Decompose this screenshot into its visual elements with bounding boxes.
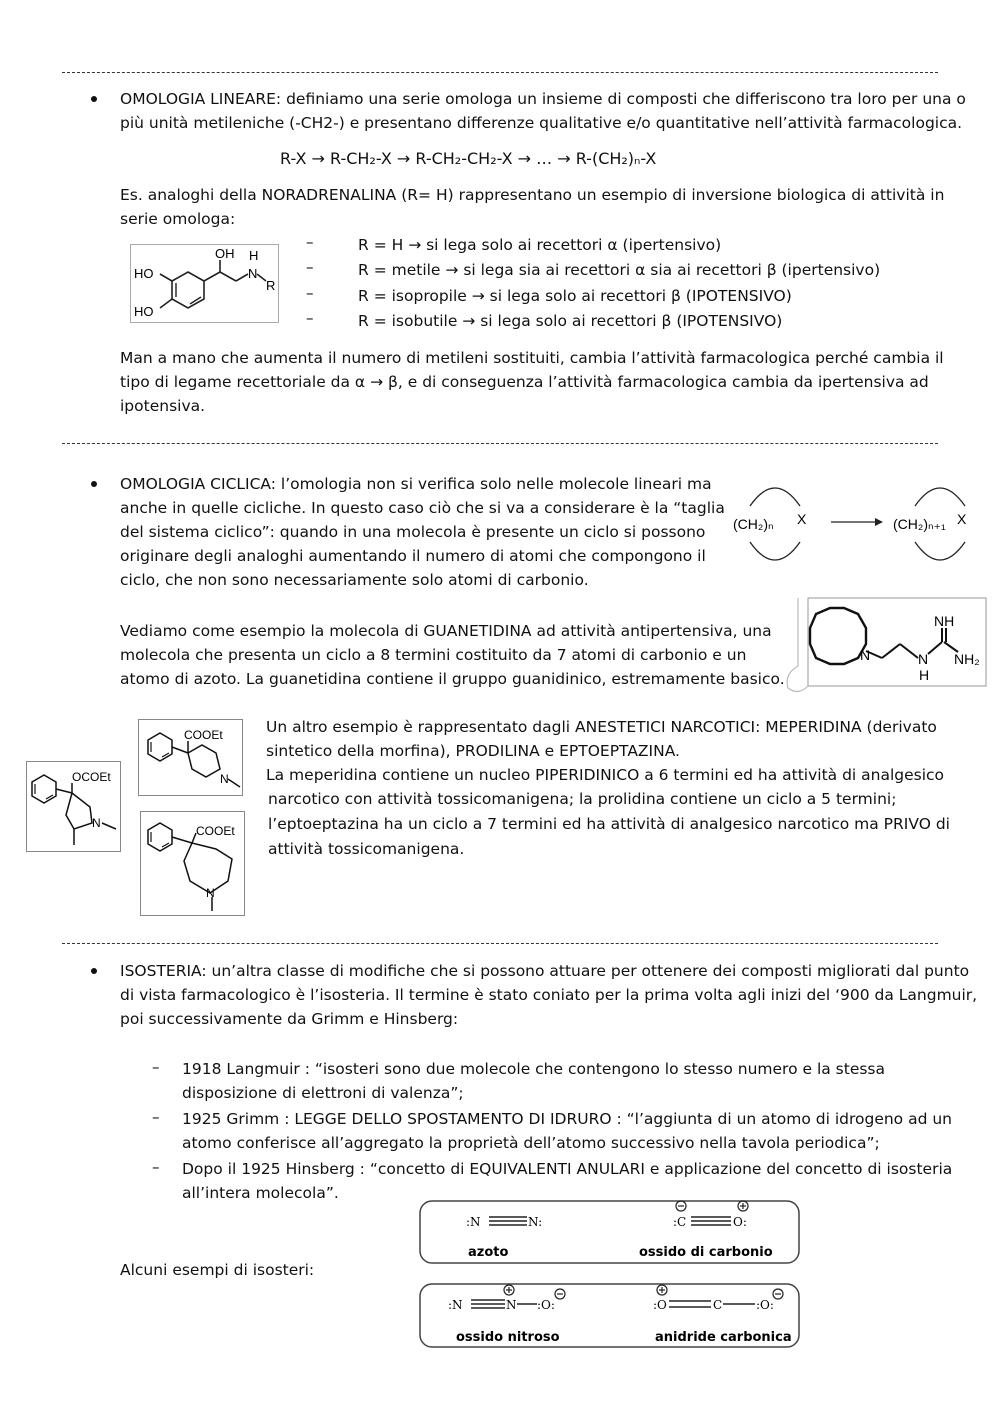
bullet [91,481,97,487]
isostere-box-n2-co [419,1200,801,1264]
cooet-label: COOEt [196,824,235,838]
paragraph-line: tipo di legame recettoriale da α → β, e di conseguenza l’attività farmacologica cambia da ipertensiva ad [120,373,929,391]
paragraph-line: originare degli analoghi aumentando il numero di atomi che compongono il [120,547,706,565]
list-dash: – [152,1158,160,1176]
list-dash: – [306,258,314,276]
ch2n-label: (CH₂)ₙ [733,516,774,532]
n-label: N [860,647,871,663]
n-label: N [92,816,101,830]
molecule-name: ossido di carbonio [639,1245,773,1260]
list-item: all’intera molecola”. [182,1184,339,1202]
ocoet-label: OCOEt [72,770,111,784]
o-atom: :O [653,1298,667,1312]
n-atom: :N [466,1215,481,1229]
paragraph-line: ipotensiva. [120,397,206,415]
section-separator [62,943,938,944]
list-dash: – [152,1108,160,1126]
n-label: N [220,772,229,786]
n-atom: N [506,1298,517,1312]
h-label: H [919,667,930,683]
paragraph-line: del sistema ciclico”: quando in una molecola è presente un ciclo si possono [120,523,706,541]
prodiline-structure [26,761,122,853]
paragraph-line: La meperidina contiene un nucleo PIPERIDINICO a 6 termini ed ha attività di analgesico [266,766,945,784]
n-atom: N: [528,1215,543,1229]
list-dash: – [306,233,314,251]
paragraph-line: di vista farmacologico è l’isosteria. Il termine è stato coniato per la prima volta agli inizi del ‘900 da Langmuir, [120,986,978,1004]
cooet-label: COOEt [184,728,223,742]
x-label: X [957,511,967,527]
ho-label: HO [134,266,154,281]
paragraph-line: più unità metileniche (-CH2-) e presentano differenze qualitative e/o quantitative nell’attività farmacologica. [120,114,963,132]
molecule-name: anidride carbonica [655,1330,792,1345]
bullet [91,96,97,102]
ch2n1-label: (CH₂)ₙ₊₁ [893,516,946,532]
nh-label: NH [934,613,955,629]
list-item: disposizione di elettroni di valenza”; [182,1084,464,1102]
list-item: 1925 Grimm : LEGGE DELLO SPOSTAMENTO DI IDRURO : “l’aggiunta di un atomo di idrogeno ad un [182,1110,952,1128]
homolog-equation: R-X → R-CH₂-X → R-CH₂-CH₂-X → … → R-(CH₂)ₙ-X [280,149,657,168]
r-label: R [266,278,276,293]
n-label: N [206,886,215,900]
isostere-box-n2o-co2 [419,1283,801,1349]
nh2-label: NH₂ [954,651,980,667]
paragraph-line: molecola che presenta un ciclo a 8 termini costituito da 7 atomi di carbonio e un [120,646,747,664]
n-atom: :N [448,1298,463,1312]
section-separator [62,443,938,444]
list-dash: – [306,284,314,302]
list-item: Dopo il 1925 Hinsberg : “concetto di EQUIVALENTI ANULARI e applicazione del concetto di isosteria [182,1160,953,1178]
list-item: atomo conferisce all’aggregato la proprietà dell’atomo successivo nella tavola periodica”; [182,1134,880,1152]
guanethidine-structure [778,596,988,698]
paragraph-line: atomo di azoto. La guanetidina contiene il gruppo guanidinico, estremamente basico. [120,670,785,688]
list-item: 1918 Langmuir : “isosteri sono due molecole che contengono lo stesso numero e la stessa [182,1060,886,1078]
h-label: H [249,248,259,263]
o-atom: :O: [537,1298,555,1312]
c-atom: :C [673,1215,687,1229]
paragraph-line: attività tossicomanigena. [268,840,465,858]
paragraph-line: Man a mano che aumenta il numero di metileni sostituiti, cambia l’attività farmacologica perché cambia il [120,349,944,367]
list-dash: – [152,1058,160,1076]
list-dash: – [306,309,314,327]
n-label: N [918,651,929,667]
paragraph-line: narcotico con attività tossicomanigena; la prolidina contiene un ciclo a 5 termini; [268,790,897,808]
list-item: R = isopropile → si lega solo ai recettori β (IPOTENSIVO) [358,287,792,305]
eptoeptazine-structure [140,811,246,917]
ho-label: HO [134,304,154,319]
c-atom: C [713,1298,723,1312]
paragraph-line: serie omologa: [120,210,236,228]
x-label: X [797,511,807,527]
o-atom: O: [733,1215,747,1229]
paragraph-line: sintetico della morfina), PRODILINA e EPTOEPTAZINA. [266,742,680,760]
list-item: R = metile → si lega sia ai recettori α sia ai recettori β (ipertensivo) [358,261,881,279]
molecule-name: ossido nitroso [456,1330,560,1345]
paragraph-line: Un altro esempio è rappresentato dagli ANESTETICI NARCOTICI: MEPERIDINA (derivato [266,718,937,736]
paragraph-line: Alcuni esempi di isosteri: [120,1261,315,1279]
list-item: R = H → si lega solo ai recettori α (ipertensivo) [358,236,722,254]
meperidine-structure [138,719,244,797]
molecule-name: azoto [468,1245,509,1260]
paragraph-line: Es. analoghi della NORADRENALINA (R= H) rappresentano un esempio di inversione biologica di attività in [120,186,945,204]
paragraph-line: OMOLOGIA LINEARE: definiamo una serie omologa un insieme di composti che differiscono tra loro per una o [120,90,966,108]
section-separator [62,72,938,73]
list-item: R = isobutile → si lega solo ai recettori β (IPOTENSIVO) [358,312,783,330]
paragraph-line: Vediamo come esempio la molecola di GUANETIDINA ad attività antipertensiva, una [120,622,772,640]
paragraph-line: ISOSTERIA: un’altra classe di modifiche che si possono attuare per ottenere dei composti migliorati dal punto [120,962,970,980]
noradrenaline-structure [130,244,280,324]
paragraph-line: poi successivamente da Grimm e Hinsberg: [120,1010,459,1028]
paragraph-line: ciclo, che non sono necessariamente solo atomi di carbonio. [120,571,589,589]
bullet [91,968,97,974]
o-atom: :O: [756,1298,774,1312]
n-label: N [248,266,258,281]
ring-homology-diagram [725,476,975,572]
oh-label: OH [215,246,235,261]
paragraph-line: OMOLOGIA CICLICA: l’omologia non si verifica solo nelle molecole lineari ma [120,475,712,493]
paragraph-line: anche in quelle cicliche. In questo caso ciò che si va a considerare è la “taglia [120,499,725,517]
paragraph-line: l’eptoeptazina ha un ciclo a 7 termini ed ha attività di analgesico narcotico ma PRIVO di [268,815,950,833]
